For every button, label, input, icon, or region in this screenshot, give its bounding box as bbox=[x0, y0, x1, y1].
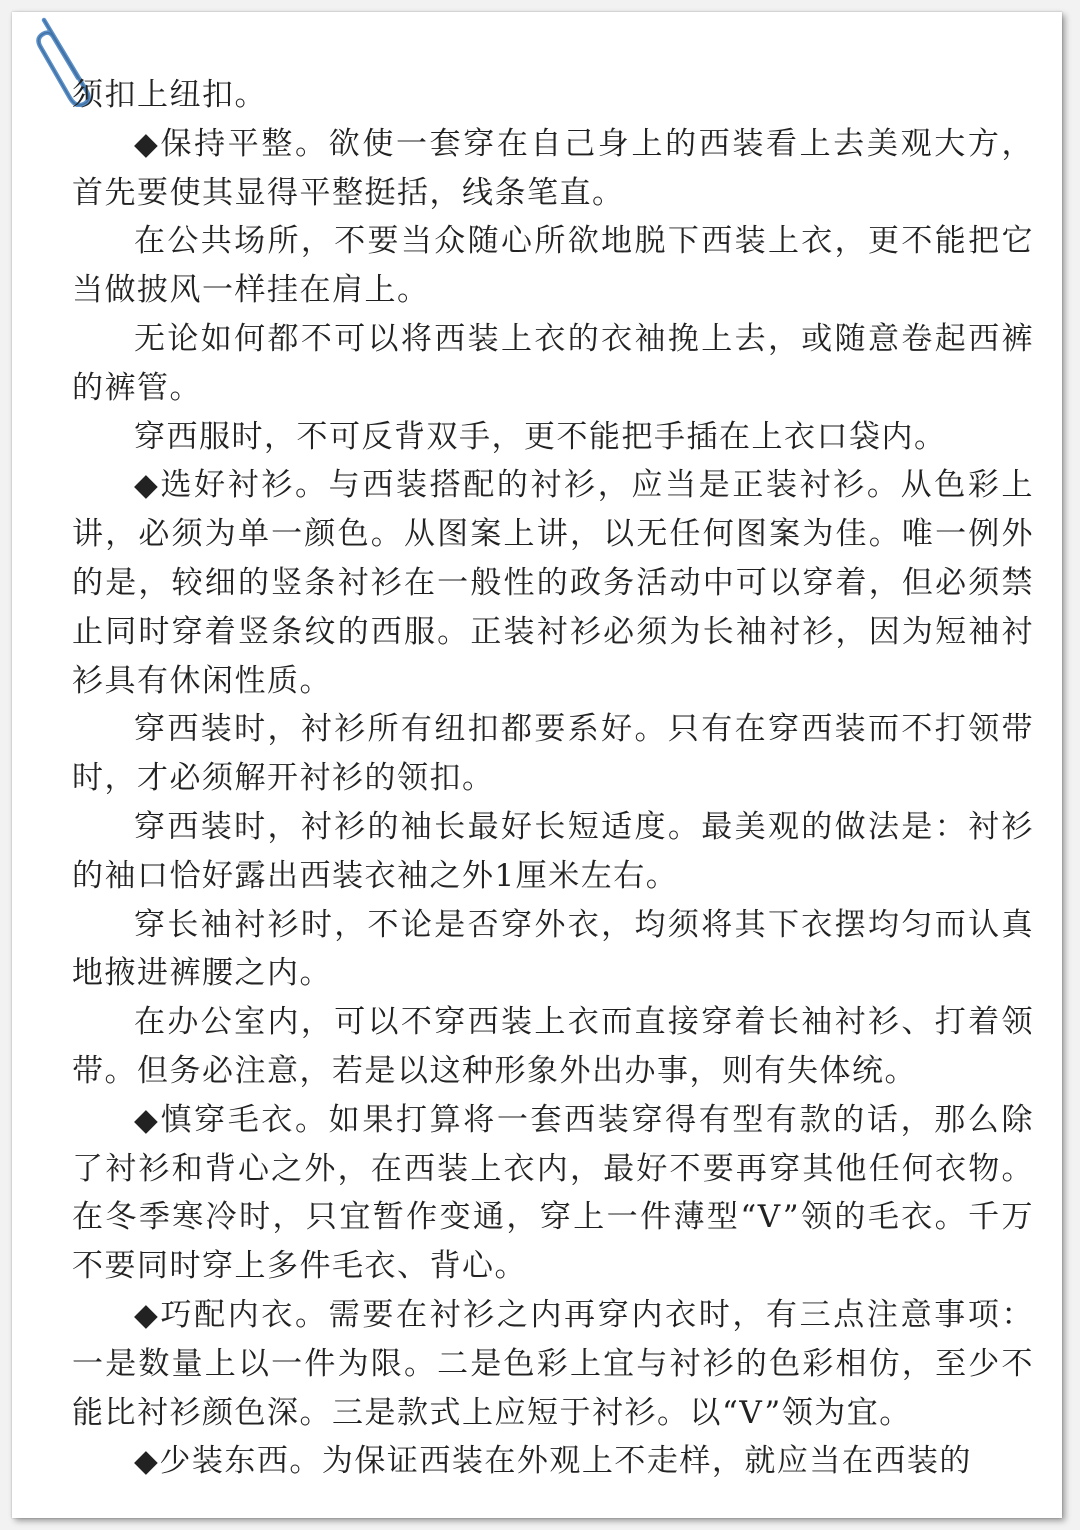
body-text bbox=[72, 71, 1034, 1486]
document-page bbox=[12, 12, 1062, 1518]
paragraph: 须扣上纽扣。 bbox=[72, 77, 267, 113]
paragraph: ◆保持平整。欲使一套穿在自己身上的西装看上去美观大方，首先要使其显得平整挺括，线条笔直。 bbox=[72, 125, 1034, 211]
paragraph: 穿西服时，不可反背双手，更不能把手插在上衣口袋内。 bbox=[134, 418, 947, 455]
paragraph: 在公共场所，不要当众随心所欲地脱下西装上衣，更不能把它当做披风一样挂在肩上。 bbox=[72, 223, 1034, 309]
paragraph: 在办公室内，可以不穿西装上衣而直接穿着长袖衬衫、打着领带。但务必注意，若是以这种形象外出办事，则有失体统。 bbox=[72, 1004, 1034, 1089]
paragraph: ◆选好衬衫。与西装搭配的衬衫，应当是正装衬衫。从色彩上讲，必须为单一颜色。从图案上讲，以无任何图案为佳。唯一例外的是，较细的竖条衬衫在一般性的政务活动中可以穿着，但必须禁止同时穿着竖条纹的西服。正装衬衫必须为长袖衬衫，因为短袖衬衫具有休闲性质。 bbox=[72, 467, 1034, 699]
paragraph: 穿西装时，衬衫的袖长最好长短适度。最美观的做法是：衬衫的袖口恰好露出西装衣袖之外1厘米左右。 bbox=[72, 808, 1034, 894]
paragraph: 穿西装时，衬衫所有纽扣都要系好。只有在穿西装而不打领带时，才必须解开衬衫的领扣。 bbox=[72, 711, 1034, 797]
paragraph: ◆少装东西。为保证西装在外观上不走样，就应当在西装的 bbox=[134, 1443, 972, 1480]
paragraph: ◆巧配内衣。需要在衬衫之内再穿内衣时，有三点注意事项：一是数量上以一件为限。二是色彩上宜与衬衫的色彩相仿，至少不能比衬衫颜色深。三是款式上应短于衬衫。以“V”领为宜。 bbox=[72, 1296, 1034, 1431]
paragraph: ◆慎穿毛衣。如果打算将一套西装穿得有型有款的话，那么除了衬衫和背心之外，在西装上衣内，最好不要再穿其他任何衣物。在冬季寒冷时，只宜暂作变通，穿上一件薄型“V”领的毛衣。千万不要同时穿上多件毛衣、背心。 bbox=[72, 1101, 1034, 1285]
paragraph: 穿长袖衬衫时，不论是否穿外衣，均须将其下衣摆均匀而认真地掖进裤腰之内。 bbox=[72, 906, 1034, 992]
paragraph: 无论如何都不可以将西装上衣的衣袖挽上去，或随意卷起西裤的裤管。 bbox=[72, 320, 1034, 406]
